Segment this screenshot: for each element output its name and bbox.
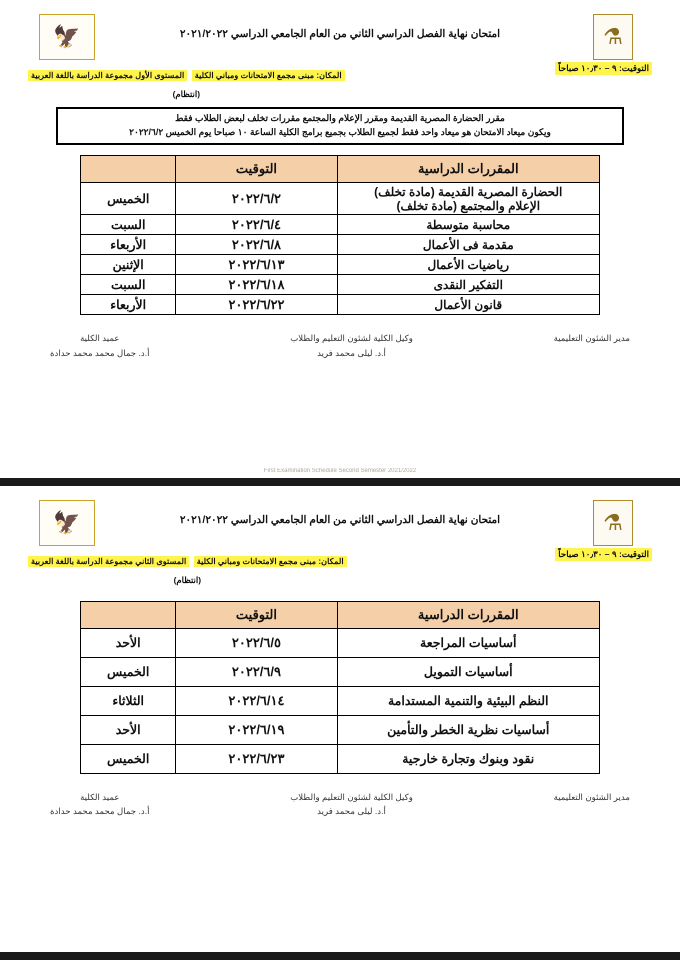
page2-row2-courses: النظم البيئية والتنمية المستدامة (337, 686, 600, 715)
table-row (81, 183, 600, 215)
eagle-emblem-icon (39, 14, 95, 60)
page1-row0-courses (337, 183, 599, 215)
university-logo-icon (593, 14, 633, 60)
page1-table-head (81, 156, 600, 183)
page1-watermark: First Examination Schedule Second Semester 2021/2022 (263, 468, 417, 475)
logo-glyph-right: 🦅 (53, 24, 81, 49)
exam-schedule-page-1 (0, 0, 680, 478)
page2-place-label: المكان: مبنى مجمع الامتحانات ومباني الكلية (194, 556, 347, 567)
page2-signature-vice-dean (290, 790, 413, 819)
page1-row5-courses: قانون الأعمال (337, 295, 599, 315)
page2-row3-courses: أساسيات نظرية الخطر والتأمين (337, 715, 600, 744)
page2-signature-dean (50, 790, 149, 819)
page2-th-courses: المقررات الدراسية (337, 601, 600, 628)
page1-th-day (81, 156, 176, 183)
page2-sig2-name: أ.د. جمال محمد محمد حدادة (50, 806, 150, 817)
page2-level-block (28, 548, 347, 587)
university-logo-icon-2 (593, 500, 633, 546)
page1-signature-dean (50, 331, 149, 360)
table-row (81, 657, 600, 686)
page1-row3-time: ٢٠٢٢/٦/١٣ (176, 255, 337, 275)
republic-logo-right-container (30, 14, 104, 60)
page1-row4-time: ٢٠٢٢/٦/١٨ (176, 275, 337, 295)
page1-row3-courses: رياضيات الأعمال (337, 255, 599, 275)
page2-row4-courses: نقود وبنوك وتجارة خارجية (337, 744, 600, 773)
page1-header-row (81, 156, 600, 183)
table-row (81, 744, 600, 773)
table-row (81, 275, 600, 295)
table-row (81, 215, 600, 235)
page1-header (22, 10, 658, 60)
page2-row3-time: ٢٠٢٢/٦/١٩ (176, 715, 337, 744)
page1-level-label: المستوى الأول مجموعة الدراسة باللغة العربية (28, 70, 187, 81)
page1-row1-time: ٢٠٢٢/٦/٤ (176, 215, 337, 235)
page1-row0-time: ٢٠٢٢/٦/٢ (176, 183, 337, 215)
page1-info-row (22, 60, 658, 101)
page2-sig1-name: أ.د. ليلى محمد فريد (317, 806, 386, 817)
page1-th-courses: المقررات الدراسية (337, 156, 599, 183)
page1-row1-courses: محاسبة متوسطة (337, 215, 599, 235)
page2-level-label: المستوى الثاني مجموعة الدراسة باللغة العربية (28, 556, 189, 567)
page2-row4-time: ٢٠٢٢/٦/٢٣ (176, 744, 337, 773)
page1-notice-line-2: ويكون ميعاد الامتحان هو ميعاد واحد فقط لجميع الطلاب بجميع برامج الكلية الساعة ١٠ صباحا يوم الخميس ٢٠٢٢/٦/٢ (129, 126, 551, 137)
page2-signature-education-director (554, 790, 630, 819)
page1-sig1-name: أ.د. ليلى محمد فريد (317, 348, 386, 359)
page1-row1-day: السبت (81, 215, 176, 235)
table-row (81, 295, 600, 315)
page1-th-time: التوقيت (176, 156, 337, 183)
page1-signatures (50, 331, 630, 360)
page1-level-block (28, 62, 345, 101)
page1-signature-education-director (554, 331, 630, 360)
page2-system-label: (انتظام) (173, 575, 201, 585)
page1-row0-course-line-2: الإعلام والمجتمع (مادة تخلف) (396, 198, 541, 213)
page2-row2-time: ٢٠٢٢/٦/١٤ (176, 686, 337, 715)
page2-th-time: التوقيت (176, 601, 337, 628)
page1-sig2-role: عميد الكلية (80, 333, 120, 344)
page1-row4-courses: التفكير النقدى (337, 275, 599, 295)
page2-row0-courses: أساسيات المراجعة (337, 628, 600, 657)
page2-header (22, 496, 658, 546)
page1-sig1-role: وكيل الكلية لشئون التعليم والطلاب (290, 333, 413, 344)
page1-sig0-role: مدير الشئون التعليمية (553, 333, 630, 344)
page2-time-label: التوقيت: ٩ – ١٠٫٣٠ صباحاً (555, 548, 652, 561)
page-separator (0, 478, 680, 486)
page2-row1-day: الخميس (81, 657, 176, 686)
page2-title: امتحان نهاية الفصل الدراسي الثاني من العام الجامعي الدراسي ٢٠٢١/٢٠٢٢ (179, 514, 501, 526)
logo-glyph-left: ⚗ (603, 24, 623, 49)
page1-row5-day: الأربعاء (81, 295, 176, 315)
page1-notice-box (56, 107, 624, 146)
page1-time-label: التوقيت: ٩ – ١٠٫٣٠ صباحاً (555, 62, 652, 75)
university-logo-left-container (576, 14, 650, 60)
university-logo-left-container-2 (576, 500, 650, 546)
page1-row2-day: الأربعاء (81, 235, 176, 255)
page1-place-label: المكان: مبنى مجمع الامتحانات ومباني الكلية (192, 70, 345, 81)
eagle-emblem-icon-2 (39, 500, 95, 546)
page2-schedule-table (80, 601, 600, 774)
republic-logo-right-container-2 (30, 500, 104, 546)
page2-row0-time: ٢٠٢٢/٦/٥ (176, 628, 337, 657)
page2-info-row (22, 546, 658, 587)
page2-row3-day: الأحد (81, 715, 176, 744)
page2-sig1-role: وكيل الكلية لشئون التعليم والطلاب (290, 791, 413, 802)
table-row (81, 686, 600, 715)
exam-schedule-page-2 (0, 486, 680, 952)
page1-row2-courses: مقدمة فى الأعمال (337, 235, 599, 255)
page1-notice-line-1: مقرر الحضارة المصرية القديمة ومقرر الإعلام والمجتمع مقررات تخلف لبعض الطلاب فقط (175, 112, 505, 123)
page1-row5-time: ٢٠٢٢/٦/٢٢ (176, 295, 337, 315)
page1-row2-time: ٢٠٢٢/٦/٨ (176, 235, 337, 255)
page2-table-body (81, 628, 600, 773)
page2-sig2-role: عميد الكلية (80, 791, 120, 802)
page1-row3-day: الإثنين (81, 255, 176, 275)
page2-table-head (81, 601, 600, 628)
page1-schedule-table (80, 155, 600, 315)
page1-system-label: (انتظام) (172, 89, 200, 99)
page2-signatures (50, 790, 630, 819)
page2-row4-day: الخميس (81, 744, 176, 773)
page2-th-day (81, 601, 176, 628)
logo-glyph-right-2: 🦅 (53, 510, 81, 535)
page2-sig0-role: مدير الشئون التعليمية (553, 791, 630, 802)
page1-table-body (81, 183, 600, 315)
page1-row0-day: الخميس (81, 183, 176, 215)
page2-row2-day: الثلاثاء (81, 686, 176, 715)
table-row (81, 715, 600, 744)
page2-row1-time: ٢٠٢٢/٦/٩ (176, 657, 337, 686)
page2-header-row (81, 601, 600, 628)
table-row (81, 235, 600, 255)
table-row (81, 255, 600, 275)
table-row (81, 628, 600, 657)
page1-row0-course-line-1: الحضارة المصرية القديمة (مادة تخلف) (374, 184, 563, 199)
page2-row0-day: الأحد (81, 628, 176, 657)
page2-row1-courses: أساسيات التمويل (337, 657, 600, 686)
page1-sig2-name: أ.د. جمال محمد محمد حدادة (50, 348, 150, 359)
page1-title: امتحان نهاية الفصل الدراسي الثاني من العام الجامعي الدراسي ٢٠٢١/٢٠٢٢ (179, 28, 501, 40)
page1-signature-vice-dean (290, 331, 413, 360)
page1-row4-day: السبت (81, 275, 176, 295)
logo-glyph-left-2: ⚗ (603, 510, 623, 535)
